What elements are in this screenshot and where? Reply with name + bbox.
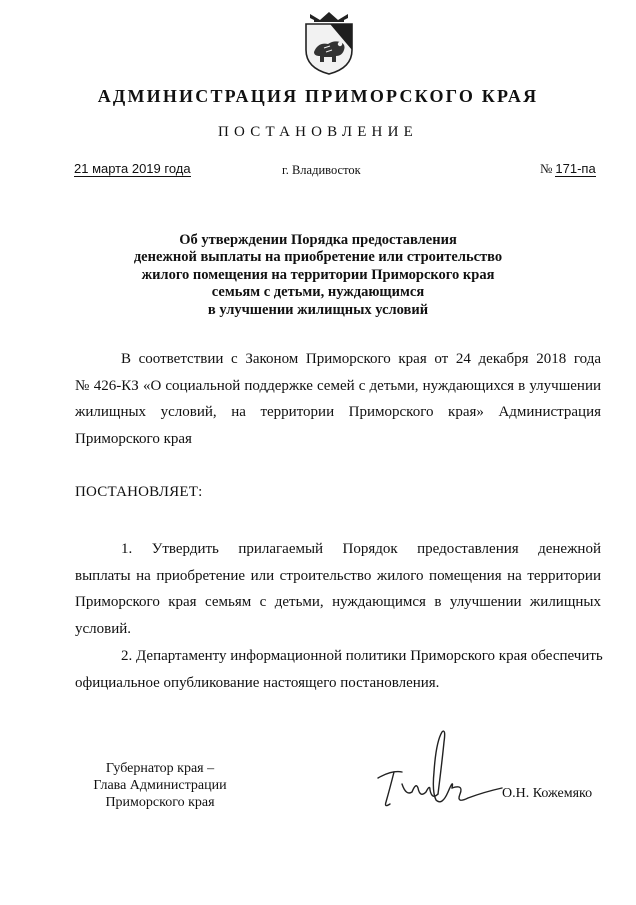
preamble-line: жилищных условий, на территории Приморского края» Администрация — [75, 404, 601, 421]
primorsky-coat-of-arms-icon — [300, 6, 358, 76]
document-date: 21 марта 2019 года — [74, 161, 191, 176]
preamble-line: Приморского края — [75, 430, 192, 447]
subject-line: семьям с детьми, нуждающимся — [211, 284, 425, 301]
clause-2-line: официальное опубликование настоящего постановления. — [75, 674, 440, 691]
document-kind: ПОСТАНОВЛЕНИЕ — [218, 124, 418, 140]
subject-line: Об утверждении Порядка предоставления — [179, 232, 457, 248]
clause-2 — [75, 643, 601, 696]
subject-line: жилого помещения на территории Приморского края — [141, 266, 495, 283]
organization-title: АДМИНИСТРАЦИЯ ПРИМОРСКОГО КРАЯ — [97, 86, 539, 106]
document-city: г. Владивосток — [282, 163, 361, 177]
signatory-name: О.Н. Кожемяко — [502, 786, 593, 801]
subject-line: в улучшении жилищных условий — [207, 301, 429, 318]
number-sign: № — [540, 161, 553, 176]
position-line: Губернатор края – — [105, 761, 215, 776]
position-line: Глава Администрации — [93, 778, 227, 793]
clause-2-line: 2. Департаменту информационной политики Приморского края обеспечить — [121, 648, 603, 664]
document-subject — [0, 232, 636, 319]
signatory-position — [80, 760, 240, 811]
clause-1-line: условий. — [75, 620, 132, 637]
document-number — [540, 161, 596, 176]
preamble-paragraph — [75, 346, 601, 452]
clause-1-line: 1. Утвердить прилагаемый Порядок предоставления денежной — [121, 541, 601, 557]
position-line: Приморского края — [105, 795, 215, 810]
subject-line: денежной выплаты на приобретение или строительство — [133, 249, 503, 266]
decree-word: ПОСТАНОВЛЯЕТ: — [75, 484, 203, 500]
preamble-line: В соответствии с Законом Приморского края от 24 декабря 2018 года — [121, 351, 601, 367]
clause-1-line: Приморского края семьям с детьми, нуждающимся в улучшении жилищных — [75, 594, 601, 611]
clause-1 — [75, 536, 601, 642]
preamble-line: № 426-КЗ «О социальной поддержке семей с детьми, нуждающихся в улучшении — [75, 377, 601, 394]
handwritten-signature — [372, 722, 522, 812]
clause-1-line: выплаты на приобретение или строительство жилого помещения на территории — [75, 567, 601, 584]
number-value: 171-па — [555, 161, 596, 176]
